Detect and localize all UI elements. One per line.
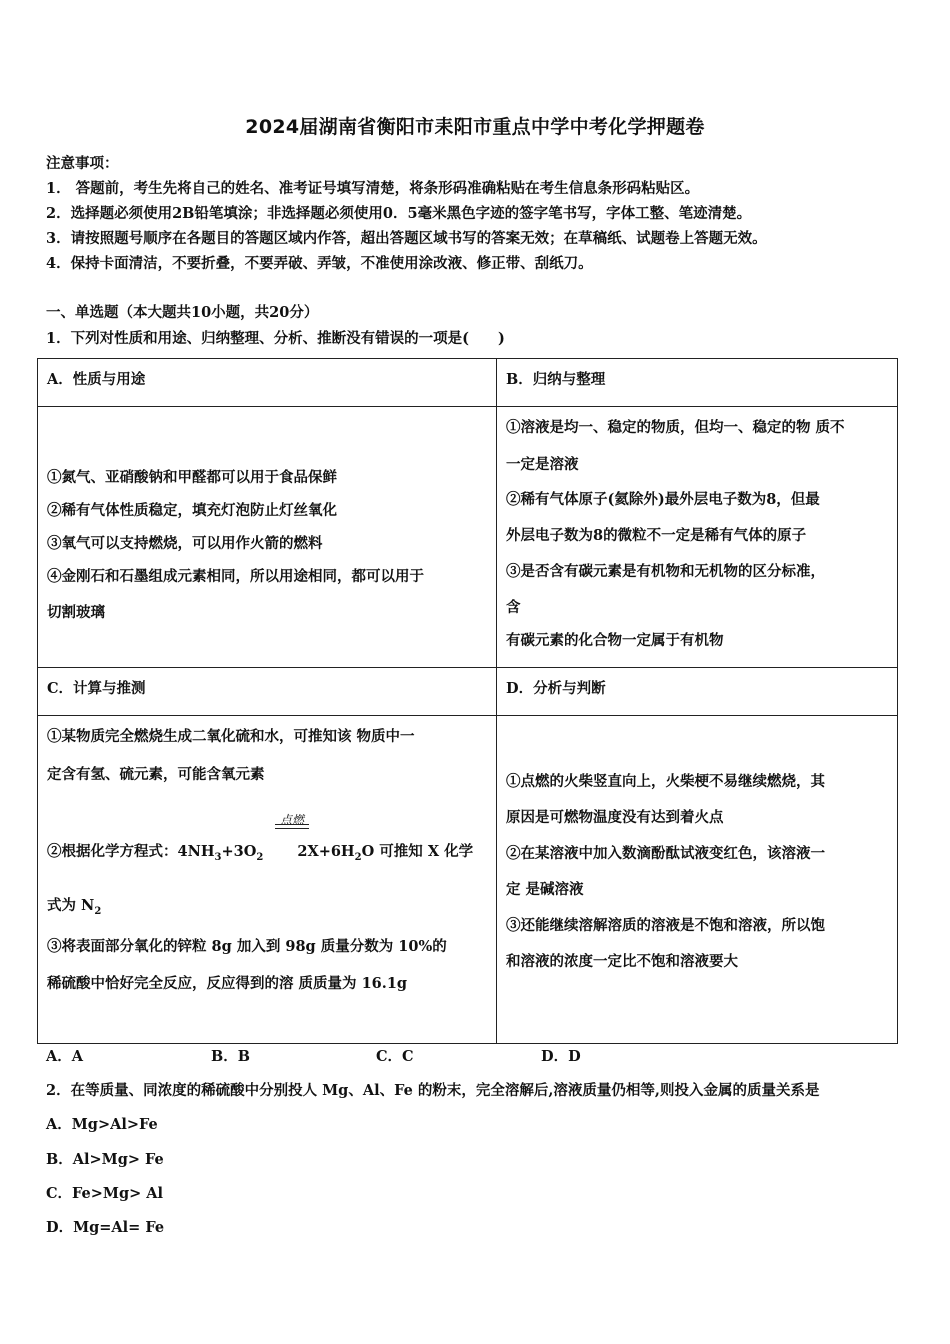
notice-item: 2．选择题必须使用2B铅笔填涂；非选择题必须使用0．5毫米黑色字迹的签字笔书写，字体工整、笔迹清楚。: [46, 205, 752, 222]
equation-text: ②根据化学方程式：$4NH_3+3O_2$ $2X+6H_2O$ 可推知 X 化学: [47, 843, 474, 863]
notice-item: 4．保持卡面清洁，不要折叠，不要弄破、弄皱，不准使用涂改液、修正带、刮纸刀。: [46, 255, 593, 272]
reaction-condition: 点燃: [280, 813, 305, 827]
question-2-stem: 2．在等质量、同浓度的稀硫酸中分别投人 Mg、Al、Fe 的粉末，完全溶解后,溶液质量仍相等,则投入金属的质量关系是: [46, 1082, 820, 1099]
c-line: ①某物质完全燃烧生成二氧化硫和水，可推知该 物质中一: [47, 728, 415, 745]
cell-d-header: D．分析与判断: [497, 668, 898, 716]
option-c[interactable]: C．C: [376, 1048, 414, 1065]
d-line: 原因是可燃物温度没有达到着火点: [506, 809, 724, 826]
d-line: 定 是碱溶液: [506, 881, 584, 898]
question-1-table: [37, 358, 898, 1044]
cell-c-header: C．计算与推测: [38, 668, 497, 716]
c-line: 式为 $N_2$: [47, 897, 102, 917]
q2-option-c[interactable]: C．Fe>Mg> Al: [46, 1185, 164, 1202]
option-a[interactable]: A．A: [46, 1048, 84, 1065]
cell-c-content: [38, 716, 497, 1044]
question-1-stem: 1．下列对性质和用途、归纳整理、分析、推断没有错误的一项是( ): [46, 330, 505, 347]
cell-a-header: A．性质与用途: [38, 359, 497, 407]
c-line: 定含有氢、硫元素，可能含氧元素: [47, 766, 265, 783]
c-line: 稀硫酸中恰好完全反应，反应得到的溶 质质量为 16.1g: [47, 974, 408, 992]
equation-bar: [275, 828, 309, 829]
cell-a-content: [38, 407, 497, 668]
notice-item: 1． 答题前，考生先将自己的姓名、准考证号填写清楚，将条形码准确粘贴在考生信息条形码粘贴区。: [46, 180, 700, 197]
d-line: ②在某溶液中加入数滴酚酞试液变红色，该溶液一: [506, 845, 825, 862]
d-line: ①点燃的火柴竖直向上，火柴梗不易继续燃烧，其: [506, 773, 825, 790]
a-line: ①氮气、亚硝酸钠和甲醛都可以用于食品保鲜: [47, 469, 337, 486]
b-line: ②稀有气体原子(氦除外)最外层电子数为8，但最: [506, 491, 820, 508]
b-line: ①溶液是均一、稳定的物质，但均一、稳定的物 质不: [506, 419, 845, 436]
equation-bar: [275, 824, 309, 825]
notice-heading: 注意事项：: [46, 155, 119, 172]
a-line: ②稀有气体性质稳定，填充灯泡防止灯丝氧化: [47, 502, 337, 519]
page-title: 2024届湖南省衡阳市耒阳市重点中学中考化学押题卷: [245, 116, 705, 138]
a-line: ③氧气可以支持燃烧，可以用作火箭的燃料: [47, 535, 323, 552]
question-1-options: [46, 1045, 646, 1065]
cell-b-content: [497, 407, 898, 668]
q2-option-a[interactable]: A．Mg>Al>Fe: [46, 1116, 158, 1133]
d-line: ③还能继续溶解溶质的溶液是不饱和溶液，所以饱: [506, 917, 825, 934]
a-line: ④金刚石和石墨组成元素相同，所以用途相同，都可以用于: [47, 568, 424, 585]
a-line: 切割玻璃: [47, 604, 105, 621]
q2-option-b[interactable]: B．Al>Mg> Fe: [46, 1151, 164, 1168]
section-heading: 一、单选题（本大题共10小题，共20分）: [46, 304, 319, 321]
cell-d-content: [497, 716, 898, 1044]
b-line: 有碳元素的化合物一定属于有机物: [506, 632, 724, 649]
option-d[interactable]: D．D: [541, 1048, 581, 1065]
option-b[interactable]: B．B: [211, 1048, 251, 1065]
q2-option-d[interactable]: D．Mg=Al= Fe: [46, 1219, 165, 1236]
cell-b-header: B．归纳与整理: [497, 359, 898, 407]
b-line: 一定是溶液: [506, 456, 579, 473]
notice-item: 3．请按照题号顺序在各题目的答题区域内作答，超出答题区域书写的答案无效；在草稿纸、试题卷上答题无效。: [46, 230, 767, 247]
b-line: ③是否含有碳元素是有机物和无机物的区分标准，: [506, 563, 825, 580]
c-line: ③将表面部分氧化的锌粒 8g 加入到 98g 质量分数为 10%的: [47, 937, 447, 955]
d-line: 和溶液的浓度一定比不饱和溶液要大: [506, 953, 738, 970]
chemical-equation: [47, 794, 487, 866]
b-line: 含: [506, 599, 521, 616]
b-line: 外层电子数为8的微粒不一定是稀有气体的原子: [506, 527, 807, 544]
